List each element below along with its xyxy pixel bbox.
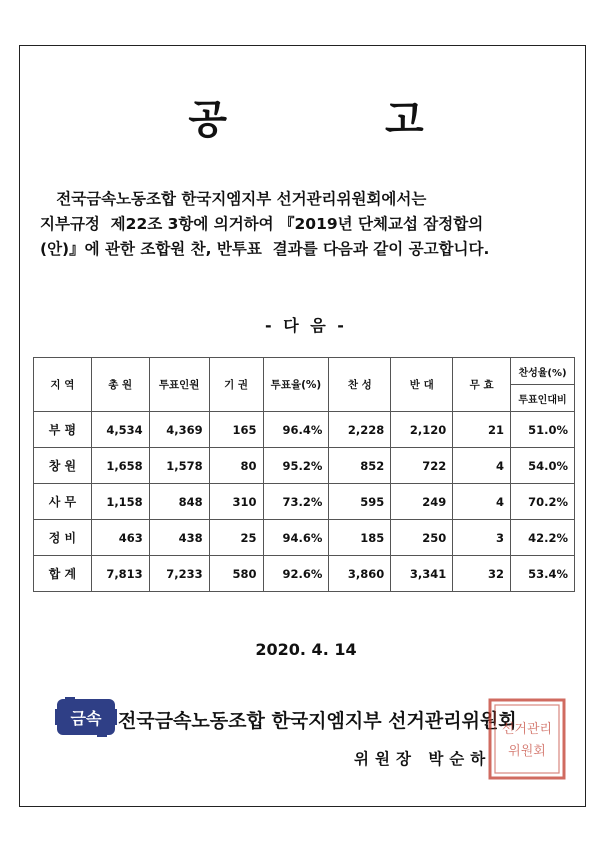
cell-voters: 848 (149, 484, 209, 520)
table-row (34, 484, 575, 520)
cell-abstain: 80 (209, 448, 263, 484)
subheading: - 다 음 - (265, 316, 347, 335)
table-total-row (34, 556, 575, 592)
cell-region: 합 계 (34, 556, 92, 592)
header-region: 지 역 (34, 358, 92, 412)
cell-voters: 4,369 (149, 412, 209, 448)
cell-no: 2,120 (391, 412, 453, 448)
cell-turnout: 94.6% (263, 520, 329, 556)
organization-name: 전국금속노동조합 한국지엠지부 선거관리위원회 (118, 710, 517, 732)
cell-total: 1,658 (91, 448, 149, 484)
cell-total: 4,534 (91, 412, 149, 448)
logo-text: 금속 (70, 709, 102, 728)
union-logo (55, 697, 117, 737)
header-yes: 찬 성 (329, 358, 391, 412)
cell-region: 창 원 (34, 448, 92, 484)
cell-invalid: 4 (453, 448, 511, 484)
cell-rate: 70.2% (511, 484, 575, 520)
cell-yes: 852 (329, 448, 391, 484)
header-abstain: 기 권 (209, 358, 263, 412)
cell-invalid: 3 (453, 520, 511, 556)
notice-title: 공 고 (188, 97, 496, 143)
cell-yes: 185 (329, 520, 391, 556)
header-rate-basis: 투표인대비 (511, 385, 575, 412)
cell-yes: 3,860 (329, 556, 391, 592)
cell-turnout: 73.2% (263, 484, 329, 520)
cell-no: 3,341 (391, 556, 453, 592)
notice-date: 2020. 4. 14 (255, 640, 357, 659)
official-seal (487, 697, 567, 781)
cell-no: 250 (391, 520, 453, 556)
cell-region: 정 비 (34, 520, 92, 556)
header-no: 반 대 (391, 358, 453, 412)
cell-turnout: 95.2% (263, 448, 329, 484)
body-line: (안)』에 관한 조합원 찬, 반투표 결과를 다음과 같이 공고합니다. (40, 240, 490, 258)
header-voters: 투표인원 (149, 358, 209, 412)
cell-voters: 1,578 (149, 448, 209, 484)
cell-voters: 7,233 (149, 556, 209, 592)
cell-turnout: 92.6% (263, 556, 329, 592)
header-rate: 찬성율(%) (511, 358, 575, 385)
cell-voters: 438 (149, 520, 209, 556)
cell-yes: 595 (329, 484, 391, 520)
cell-abstain: 310 (209, 484, 263, 520)
seal-text-top: 선거관리 (501, 722, 553, 737)
cell-rate: 51.0% (511, 412, 575, 448)
cell-abstain: 165 (209, 412, 263, 448)
body-line: 지부규정 제22조 3항에 의거하여 『2019년 단체교섭 잠정합의 (40, 215, 484, 233)
cell-invalid: 21 (453, 412, 511, 448)
header-total: 총 원 (91, 358, 149, 412)
cell-rate: 54.0% (511, 448, 575, 484)
seal-text-bottom: 위원회 (508, 744, 546, 759)
table-row (34, 412, 575, 448)
cell-invalid: 4 (453, 484, 511, 520)
cell-turnout: 96.4% (263, 412, 329, 448)
cell-total: 1,158 (91, 484, 149, 520)
body-line: 전국금속노동조합 한국지엠지부 선거관리위원회에서는 (40, 190, 427, 208)
header-turnout: 투표율(%) (263, 358, 329, 412)
cell-yes: 2,228 (329, 412, 391, 448)
cell-no: 249 (391, 484, 453, 520)
vote-results-table (33, 357, 575, 592)
header-invalid: 무 효 (453, 358, 511, 412)
cell-total: 463 (91, 520, 149, 556)
cell-total: 7,813 (91, 556, 149, 592)
cell-region: 사 무 (34, 484, 92, 520)
signatory: 위원장 박순하 (354, 750, 492, 768)
cell-invalid: 32 (453, 556, 511, 592)
cell-abstain: 580 (209, 556, 263, 592)
table-row (34, 448, 575, 484)
cell-region: 부 평 (34, 412, 92, 448)
cell-rate: 53.4% (511, 556, 575, 592)
cell-abstain: 25 (209, 520, 263, 556)
table-header-row (34, 358, 575, 385)
cell-no: 722 (391, 448, 453, 484)
notice-body (40, 187, 560, 262)
table-row (34, 520, 575, 556)
cell-rate: 42.2% (511, 520, 575, 556)
